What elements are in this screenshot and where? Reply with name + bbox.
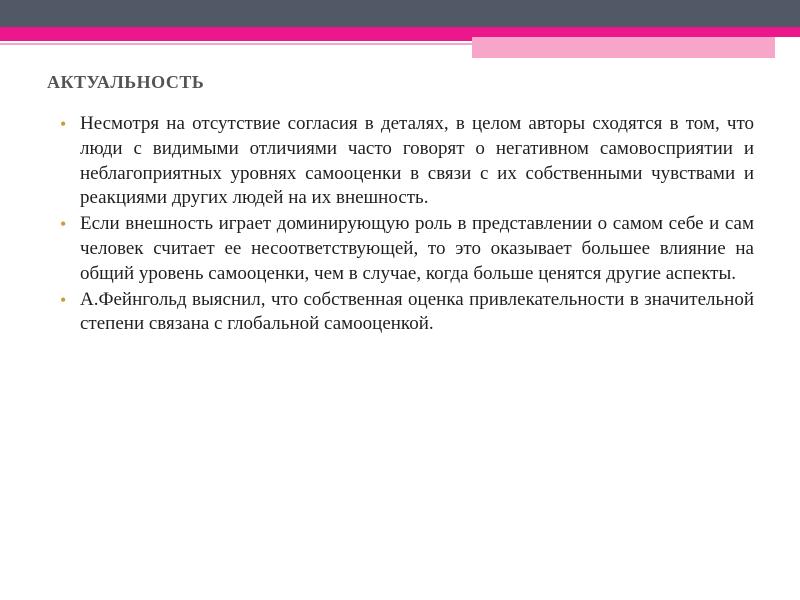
bullet-dot-icon: • <box>60 114 67 134</box>
header-dark-band <box>0 0 800 27</box>
header-block-notch <box>775 37 800 58</box>
bullet-item <box>60 112 754 211</box>
header-pink-light-block <box>472 37 800 58</box>
bullet-dot-icon: • <box>60 289 67 310</box>
bullet-text: Несмотря на отсутствие согласия в деталях, в целом авторы сходятся в том, что люди с видимыми отличиями часто говорят о негативном самовосприятии и неблагоприятных уровнях самооценки в связи с их собственными чувствами и реакциями других людей на их внешность. <box>80 113 754 209</box>
header-pink-thin-line <box>0 43 472 45</box>
bullet-text: Если внешность играет доминирующую роль в представлении о самом себе и сам человек считает ее несоответствующей, то это оказывает большее влияние на общий уровень самооценки, чем в случае, когда больше ценятся другие аспекты. <box>80 213 754 284</box>
bullet-list <box>60 112 754 338</box>
bullet-item <box>60 288 754 338</box>
slide-title: АКТУАЛЬНОСТЬ <box>47 72 205 92</box>
bullet-dot-icon: • <box>60 214 67 235</box>
bullet-item <box>60 212 754 286</box>
bullet-text: А.Фейнгольд выяснил, что собственная оценка привлекательности в значительной степени связана с глобальной самооценкой. <box>80 288 754 335</box>
